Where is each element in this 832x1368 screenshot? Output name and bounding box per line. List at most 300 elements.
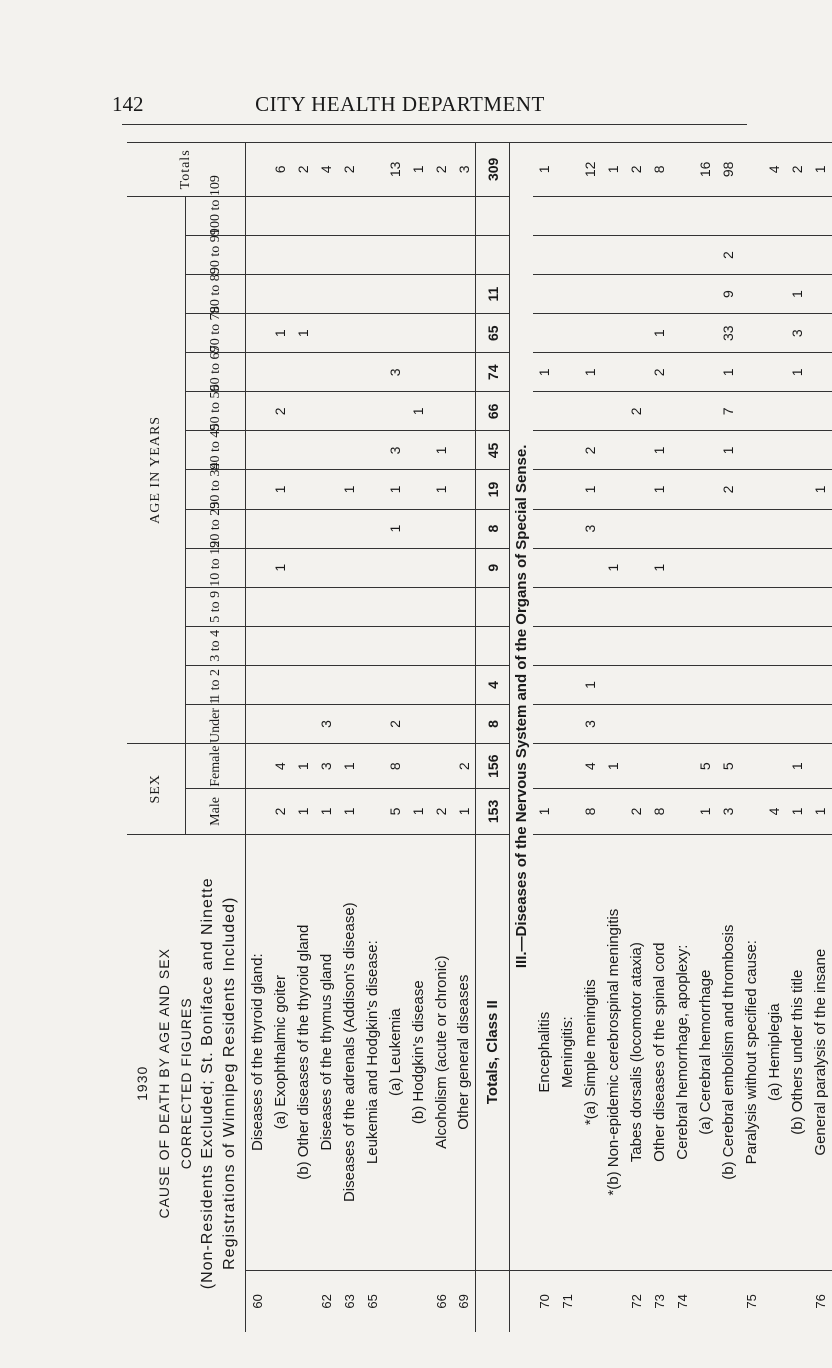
cell-under-1 — [786, 704, 809, 743]
cell-80-to-89 — [384, 275, 407, 314]
table-row — [315, 143, 338, 1333]
cell-40-to-49 — [671, 431, 694, 470]
cell-under-1: 8 — [476, 704, 510, 743]
cell-under-1 — [269, 704, 292, 743]
cell-under-1: 2 — [384, 704, 407, 743]
cell-totals: 309 — [476, 143, 510, 197]
cell-5-to-9 — [648, 587, 671, 626]
cell-totals — [671, 143, 694, 197]
cell-50-to-59 — [602, 392, 625, 431]
cell-40-to-49 — [453, 431, 476, 470]
cell-female: 3 — [315, 744, 338, 789]
table-row — [740, 143, 763, 1333]
cell-1-to-2 — [269, 665, 292, 704]
cell-50-to-59: 1 — [407, 392, 430, 431]
cell-3-to-4 — [717, 626, 740, 665]
cell-male — [246, 789, 269, 834]
table-subtitle: CORRECTED FIGURES — [178, 997, 194, 1170]
cause-number — [602, 1270, 625, 1332]
cell-50-to-59 — [556, 392, 579, 431]
cell-50-to-59 — [338, 392, 361, 431]
cell-5-to-9 — [338, 587, 361, 626]
cell-40-to-49 — [292, 431, 315, 470]
cell-female: 4 — [579, 744, 602, 789]
table-row — [625, 143, 648, 1333]
cell-female: 8 — [384, 744, 407, 789]
cell-1-to-2 — [407, 665, 430, 704]
cell-60-to-69 — [361, 353, 384, 392]
cell-100-to-109 — [533, 196, 556, 235]
cell-90-to-99 — [694, 236, 717, 275]
cell-70-to-79 — [315, 314, 338, 353]
cell-80-to-89 — [763, 275, 786, 314]
cell-100-to-109 — [671, 196, 694, 235]
table-row — [269, 143, 292, 1333]
table-row — [453, 143, 476, 1333]
cell-90-to-99 — [430, 236, 453, 275]
cell-90-to-99 — [625, 236, 648, 275]
age-header: AGE IN YEARS — [127, 196, 186, 743]
cell-60-to-69: 3 — [384, 353, 407, 392]
col-header-40-to-49: 40 to 49 — [186, 431, 246, 470]
cell-5-to-9 — [786, 587, 809, 626]
cell-80-to-89 — [269, 275, 292, 314]
cause-label: (b) Other diseases of the thyroid gland — [292, 834, 315, 1270]
cause-label: *(b) Non-epidemic cerebrospinal meningitis — [602, 834, 625, 1270]
cell-100-to-109 — [407, 196, 430, 235]
cell-90-to-99 — [740, 236, 763, 275]
cell-3-to-4 — [579, 626, 602, 665]
cause-label: (a) Exophthalmic goiter — [269, 834, 292, 1270]
cell-30-to-39 — [453, 470, 476, 509]
cause-label: Encephalitis — [533, 834, 556, 1270]
table-row — [384, 143, 407, 1333]
cell-totals: 2 — [786, 143, 809, 197]
cause-label: Paralysis without specified cause: — [740, 834, 763, 1270]
table-row — [579, 143, 602, 1333]
cell-100-to-109 — [579, 196, 602, 235]
cell-under-1 — [671, 704, 694, 743]
cell-50-to-59: 7 — [717, 392, 740, 431]
cell-70-to-79 — [338, 314, 361, 353]
cause-label: Diseases of the adrenals (Addison's disease) — [338, 834, 361, 1270]
cell-40-to-49 — [694, 431, 717, 470]
cell-70-to-79 — [556, 314, 579, 353]
cell-5-to-9 — [384, 587, 407, 626]
cause-label: Diseases of the thymus gland — [315, 834, 338, 1270]
cell-totals: 1 — [809, 143, 832, 197]
cause-of-death-table — [127, 142, 832, 1332]
cell-100-to-109 — [809, 196, 832, 235]
cell-3-to-4 — [694, 626, 717, 665]
cell-20-to-29: 8 — [476, 509, 510, 548]
cause-label: (a) Cerebral hemorrhage — [694, 834, 717, 1270]
col-header-100-to-109: 100 to 109 — [186, 196, 246, 235]
cell-50-to-59 — [786, 392, 809, 431]
cell-80-to-89: 11 — [476, 275, 510, 314]
cell-100-to-109 — [338, 196, 361, 235]
cell-1-to-2 — [786, 665, 809, 704]
cell-20-to-29 — [338, 509, 361, 548]
cell-90-to-99 — [246, 236, 269, 275]
cell-male: 1 — [338, 789, 361, 834]
cell-20-to-29 — [315, 509, 338, 548]
cell-80-to-89 — [430, 275, 453, 314]
cell-totals: 3 — [453, 143, 476, 197]
cell-3-to-4 — [533, 626, 556, 665]
cell-30-to-39 — [602, 470, 625, 509]
cell-40-to-49 — [533, 431, 556, 470]
cell-10-to-19 — [453, 548, 476, 587]
cell-1-to-2: 1 — [579, 665, 602, 704]
cause-number — [407, 1270, 430, 1332]
cell-60-to-69 — [740, 353, 763, 392]
table-row — [246, 143, 269, 1333]
cell-3-to-4 — [430, 626, 453, 665]
cell-male: 2 — [269, 789, 292, 834]
cell-60-to-69 — [625, 353, 648, 392]
cell-30-to-39 — [407, 470, 430, 509]
cell-50-to-59 — [740, 392, 763, 431]
cell-20-to-29 — [292, 509, 315, 548]
cell-totals: 1 — [533, 143, 556, 197]
cell-30-to-39 — [315, 470, 338, 509]
cell-80-to-89 — [338, 275, 361, 314]
cell-under-1 — [694, 704, 717, 743]
cell-50-to-59 — [430, 392, 453, 431]
cell-100-to-109 — [740, 196, 763, 235]
cell-70-to-79 — [602, 314, 625, 353]
cause-label: (b) Cerebral embolism and thrombosis — [717, 834, 740, 1270]
page-header — [0, 92, 800, 132]
cell-male: 2 — [430, 789, 453, 834]
cell-3-to-4 — [361, 626, 384, 665]
cell-60-to-69 — [671, 353, 694, 392]
cell-1-to-2 — [717, 665, 740, 704]
cell-totals: 1 — [407, 143, 430, 197]
cell-100-to-109 — [717, 196, 740, 235]
cell-female — [809, 744, 832, 789]
cell-3-to-4 — [384, 626, 407, 665]
cell-20-to-29 — [269, 509, 292, 548]
cell-60-to-69 — [694, 353, 717, 392]
cause-label: Other general diseases — [453, 834, 476, 1270]
section-heading-row — [510, 143, 533, 1333]
cell-90-to-99 — [407, 236, 430, 275]
cause-number — [694, 1270, 717, 1332]
cell-80-to-89: 1 — [786, 275, 809, 314]
cell-3-to-4 — [809, 626, 832, 665]
cell-20-to-29 — [556, 509, 579, 548]
cell-under-1 — [361, 704, 384, 743]
cause-label: (b) Others under this title — [786, 834, 809, 1270]
cause-number: 76 — [809, 1270, 832, 1332]
cell-100-to-109 — [763, 196, 786, 235]
cause-label: Cerebral hemorrhage, apoplexy: — [671, 834, 694, 1270]
cause-number — [717, 1270, 740, 1332]
rotated-table-page — [127, 142, 829, 1332]
cell-5-to-9 — [740, 587, 763, 626]
cell-40-to-49: 3 — [384, 431, 407, 470]
cell-female: 1 — [602, 744, 625, 789]
cell-100-to-109 — [694, 196, 717, 235]
cell-10-to-19 — [384, 548, 407, 587]
cell-50-to-59 — [579, 392, 602, 431]
cell-10-to-19 — [315, 548, 338, 587]
cell-80-to-89 — [292, 275, 315, 314]
cell-30-to-39 — [625, 470, 648, 509]
cell-totals: 4 — [763, 143, 786, 197]
cause-number: 65 — [361, 1270, 384, 1332]
cell-70-to-79: 65 — [476, 314, 510, 353]
cell-1-to-2 — [292, 665, 315, 704]
cell-10-to-19 — [671, 548, 694, 587]
cell-20-to-29: 1 — [384, 509, 407, 548]
cause-number — [384, 1270, 407, 1332]
cell-male — [602, 789, 625, 834]
cell-10-to-19 — [625, 548, 648, 587]
cause-label: Diseases of the thyroid gland: — [246, 834, 269, 1270]
cause-number: 63 — [338, 1270, 361, 1332]
table-row — [533, 143, 556, 1333]
cell-70-to-79 — [671, 314, 694, 353]
cell-90-to-99 — [809, 236, 832, 275]
cell-70-to-79 — [694, 314, 717, 353]
cell-60-to-69 — [763, 353, 786, 392]
cell-male: 1 — [407, 789, 430, 834]
col-header-under-1: Under 1 — [186, 704, 246, 743]
cell-90-to-99: 2 — [717, 236, 740, 275]
cell-50-to-59 — [315, 392, 338, 431]
cell-5-to-9 — [246, 587, 269, 626]
cell-70-to-79 — [453, 314, 476, 353]
cell-10-to-19 — [430, 548, 453, 587]
cell-20-to-29 — [625, 509, 648, 548]
cell-70-to-79 — [579, 314, 602, 353]
table-note: (Non-Residents Excluded; St. Boniface and Ninette Registrations of Winnipeg Residents Included) — [199, 877, 238, 1290]
cell-100-to-109 — [556, 196, 579, 235]
cause-number — [269, 1270, 292, 1332]
cell-40-to-49 — [361, 431, 384, 470]
col-header-1-to-2: 1 to 2 — [186, 665, 246, 704]
cell-50-to-59 — [453, 392, 476, 431]
cell-female — [556, 744, 579, 789]
cell-60-to-69 — [315, 353, 338, 392]
cell-70-to-79 — [809, 314, 832, 353]
cell-3-to-4 — [407, 626, 430, 665]
cell-5-to-9 — [533, 587, 556, 626]
cause-number: 73 — [648, 1270, 671, 1332]
cell-70-to-79: 1 — [648, 314, 671, 353]
cell-80-to-89 — [361, 275, 384, 314]
cell-70-to-79: 1 — [292, 314, 315, 353]
cell-90-to-99 — [786, 236, 809, 275]
cell-under-1 — [407, 704, 430, 743]
cell-30-to-39 — [533, 470, 556, 509]
cell-80-to-89 — [453, 275, 476, 314]
cell-10-to-19 — [361, 548, 384, 587]
cell-70-to-79: 1 — [269, 314, 292, 353]
cause-label: General paralysis of the insane — [809, 834, 832, 1270]
cell-male — [671, 789, 694, 834]
col-header-30-to-39: 30 to 39 — [186, 470, 246, 509]
cell-1-to-2 — [246, 665, 269, 704]
cell-5-to-9 — [694, 587, 717, 626]
cell-5-to-9 — [292, 587, 315, 626]
cell-100-to-109 — [315, 196, 338, 235]
col-header-5-to-9: 5 to 9 — [186, 587, 246, 626]
table-title: CAUSE OF DEATH BY AGE AND SEX — [156, 948, 172, 1219]
cell-female: 5 — [694, 744, 717, 789]
cell-100-to-109 — [384, 196, 407, 235]
cell-40-to-49: 45 — [476, 431, 510, 470]
cell-60-to-69 — [269, 353, 292, 392]
cell-70-to-79 — [763, 314, 786, 353]
cell-10-to-19: 9 — [476, 548, 510, 587]
cell-male — [361, 789, 384, 834]
cell-under-1 — [533, 704, 556, 743]
cell-10-to-19 — [292, 548, 315, 587]
cell-under-1 — [625, 704, 648, 743]
cell-totals: 2 — [625, 143, 648, 197]
cell-20-to-29 — [648, 509, 671, 548]
cell-100-to-109 — [625, 196, 648, 235]
cell-female: 2 — [453, 744, 476, 789]
cell-under-1 — [292, 704, 315, 743]
cause-label: (b) Hodgkin's disease — [407, 834, 430, 1270]
cell-40-to-49 — [740, 431, 763, 470]
cell-80-to-89 — [809, 275, 832, 314]
cell-90-to-99 — [315, 236, 338, 275]
cell-totals — [246, 143, 269, 197]
cell-male — [740, 789, 763, 834]
cell-30-to-39 — [361, 470, 384, 509]
cell-5-to-9 — [407, 587, 430, 626]
table-body — [246, 143, 832, 1333]
cell-90-to-99 — [533, 236, 556, 275]
cell-3-to-4 — [246, 626, 269, 665]
cause-number: 69 — [453, 1270, 476, 1332]
cell-90-to-99 — [648, 236, 671, 275]
cell-50-to-59 — [763, 392, 786, 431]
cell-80-to-89 — [556, 275, 579, 314]
cell-3-to-4 — [292, 626, 315, 665]
cause-number: 72 — [625, 1270, 648, 1332]
cell-40-to-49 — [809, 431, 832, 470]
cell-1-to-2 — [384, 665, 407, 704]
cell-3-to-4 — [453, 626, 476, 665]
cell-10-to-19 — [763, 548, 786, 587]
cell-60-to-69: 74 — [476, 353, 510, 392]
cause-number: 71 — [556, 1270, 579, 1332]
cell-totals — [361, 143, 384, 197]
cell-30-to-39: 1 — [430, 470, 453, 509]
cell-40-to-49 — [786, 431, 809, 470]
cell-30-to-39: 1 — [384, 470, 407, 509]
cell-totals: 16 — [694, 143, 717, 197]
cell-1-to-2 — [763, 665, 786, 704]
cell-female: 1 — [786, 744, 809, 789]
cell-90-to-99 — [556, 236, 579, 275]
col-header-20-to-29: 20 to 29 — [186, 509, 246, 548]
cell-40-to-49: 1 — [648, 431, 671, 470]
cell-100-to-109 — [269, 196, 292, 235]
cause-number — [510, 1270, 533, 1332]
cell-60-to-69: 1 — [579, 353, 602, 392]
cell-male: 4 — [763, 789, 786, 834]
cell-female — [740, 744, 763, 789]
cell-80-to-89 — [602, 275, 625, 314]
cell-60-to-69 — [292, 353, 315, 392]
cell-80-to-89 — [407, 275, 430, 314]
cell-totals: 4 — [315, 143, 338, 197]
cell-female — [430, 744, 453, 789]
cell-30-to-39 — [740, 470, 763, 509]
cell-5-to-9 — [361, 587, 384, 626]
cell-60-to-69 — [246, 353, 269, 392]
cell-totals: 1 — [602, 143, 625, 197]
cell-90-to-99 — [763, 236, 786, 275]
cell-70-to-79 — [740, 314, 763, 353]
cell-1-to-2 — [648, 665, 671, 704]
cell-90-to-99 — [476, 236, 510, 275]
cell-female — [361, 744, 384, 789]
cell-3-to-4 — [476, 626, 510, 665]
cell-80-to-89 — [671, 275, 694, 314]
cell-3-to-4 — [648, 626, 671, 665]
col-header-male: Male — [186, 789, 246, 834]
cell-totals: 8 — [648, 143, 671, 197]
cell-totals — [740, 143, 763, 197]
cell-female: 1 — [292, 744, 315, 789]
cell-30-to-39 — [246, 470, 269, 509]
cell-female — [648, 744, 671, 789]
cell-70-to-79 — [246, 314, 269, 353]
cause-label: Other diseases of the spinal cord — [648, 834, 671, 1270]
cell-100-to-109 — [430, 196, 453, 235]
cell-1-to-2: 4 — [476, 665, 510, 704]
cell-20-to-29: 3 — [579, 509, 602, 548]
cell-40-to-49 — [338, 431, 361, 470]
cell-male: 1 — [809, 789, 832, 834]
cell-1-to-2 — [361, 665, 384, 704]
cell-50-to-59 — [694, 392, 717, 431]
cell-5-to-9 — [556, 587, 579, 626]
cell-20-to-29 — [453, 509, 476, 548]
cause-number — [786, 1270, 809, 1332]
col-header-60-to-69: 60 to 69 — [186, 353, 246, 392]
cell-40-to-49 — [246, 431, 269, 470]
cell-50-to-59 — [246, 392, 269, 431]
col-header-totals: Totals — [127, 143, 246, 197]
cell-50-to-59 — [648, 392, 671, 431]
cell-under-1 — [648, 704, 671, 743]
cell-80-to-89 — [625, 275, 648, 314]
cell-male: 1 — [292, 789, 315, 834]
cell-80-to-89: 9 — [717, 275, 740, 314]
cell-totals: 13 — [384, 143, 407, 197]
cause-label: Tabes dorsalis (locomotor ataxia) — [625, 834, 648, 1270]
cell-female: 1 — [338, 744, 361, 789]
cell-40-to-49 — [602, 431, 625, 470]
cell-50-to-59: 2 — [269, 392, 292, 431]
cell-90-to-99 — [671, 236, 694, 275]
cell-40-to-49 — [625, 431, 648, 470]
cell-70-to-79 — [407, 314, 430, 353]
col-header-10-to-19: 10 to 19 — [186, 548, 246, 587]
cell-30-to-39: 2 — [717, 470, 740, 509]
cell-1-to-2 — [671, 665, 694, 704]
